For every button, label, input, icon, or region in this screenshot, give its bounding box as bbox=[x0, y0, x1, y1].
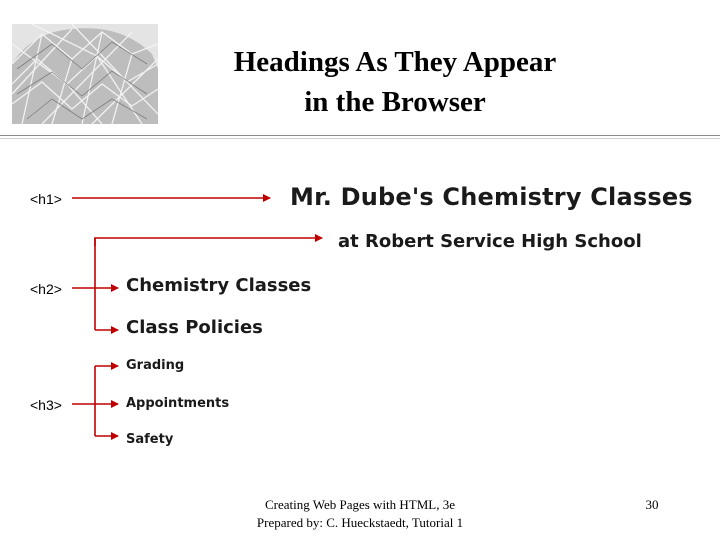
h2-sample-class-policies: Class Policies bbox=[126, 317, 263, 338]
footer-author: Prepared by: C. Hueckstaedt, Tutorial 1 bbox=[256, 515, 464, 530]
h1-sample-heading: Mr. Dube's Chemistry Classes bbox=[290, 183, 693, 211]
h2-sample-chemistry-classes: Chemistry Classes bbox=[126, 275, 312, 296]
page-number: 30 bbox=[645, 497, 659, 512]
h2-tag-label: <h2> bbox=[30, 281, 62, 297]
slide-footer bbox=[230, 496, 490, 532]
slide-title-line-1: Headings As They Appear bbox=[233, 46, 557, 78]
slide-title-line-2: in the Browser bbox=[304, 86, 486, 118]
footer-course-title: Creating Web Pages with HTML, 3e bbox=[264, 497, 456, 512]
h3-sample-grading: Grading bbox=[126, 358, 185, 373]
h3-tag-label: <h3> bbox=[30, 397, 62, 413]
h3-sample-appointments: Appointments bbox=[126, 396, 230, 411]
h3-sample-safety: Safety bbox=[126, 432, 174, 447]
h1-sample-subheading: at Robert Service High School bbox=[338, 231, 642, 252]
h1-tag-label: <h1> bbox=[30, 191, 62, 207]
h1-branch-arrow bbox=[95, 238, 322, 246]
